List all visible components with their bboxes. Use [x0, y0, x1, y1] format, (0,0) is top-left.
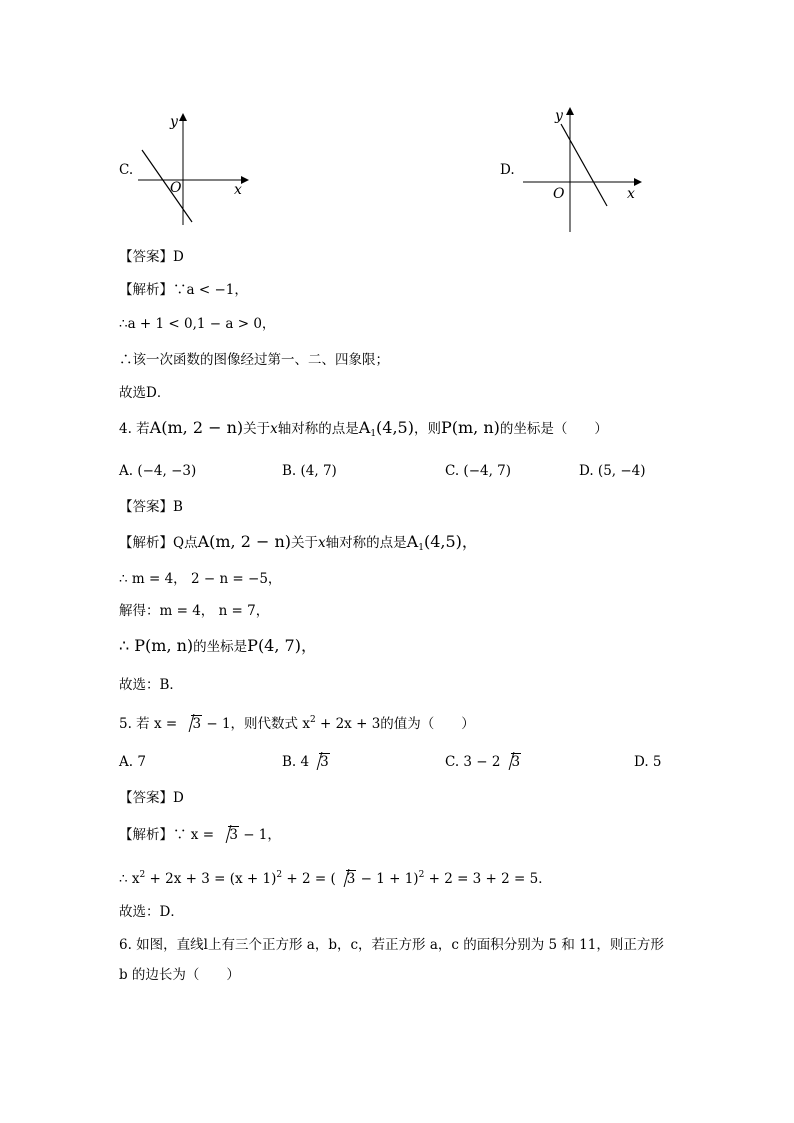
- q3-analysis-line1: [119, 281, 248, 299]
- q3-answer: 【答案】D: [119, 249, 184, 265]
- q4-stem-e: 轴对称的点是: [277, 421, 359, 437]
- q4-analysis-line1: [119, 533, 478, 557]
- q4-stem: [119, 419, 608, 443]
- q5-l2-c: + 2 = (: [282, 871, 336, 887]
- q4-option-b: B. (4, 7): [282, 463, 337, 479]
- q4-analysis-line3: 解得：m = 4， n = 7，: [119, 603, 270, 619]
- figure-c-x-label: x: [234, 182, 242, 198]
- figure-c-label: C.: [119, 162, 134, 178]
- q4-stem-g: (4,5): [376, 418, 414, 437]
- figure-d-graph: [515, 104, 645, 234]
- q4-l1-f-sub: 1: [418, 543, 424, 553]
- q4-analysis-line5: 故选：B．: [119, 677, 183, 693]
- q5-answer: 【答案】D: [119, 790, 184, 806]
- q5-l2-b: + 2x + 3 = (x + 1): [145, 871, 277, 887]
- q5-l1-a: 【解析】∵ x =: [119, 827, 219, 843]
- q5-l1-b: − 1，: [238, 827, 281, 843]
- q5-stem-b: − 1，则代数式 x: [202, 716, 310, 732]
- q5-l2-e: + 2 = 3 + 2 = 5．: [424, 871, 552, 887]
- q4-stem-f: A: [358, 418, 371, 437]
- q5-opt-c-root: 3: [501, 753, 522, 771]
- q5-opt-b-pre: B. 4: [282, 754, 310, 770]
- q4-l4-c: P(4, 7)，: [247, 636, 317, 655]
- q4-analysis-line4: [119, 637, 317, 656]
- figure-d-label: D.: [500, 162, 515, 178]
- q5-l2-d: − 1 + 1): [356, 871, 419, 887]
- q5-l2-sup3: 2: [418, 870, 425, 880]
- q4-l1-b: A(m, 2 − n): [197, 532, 292, 551]
- q4-answer: 【答案】B: [119, 499, 183, 515]
- q3-analysis-tag: 【解析】: [119, 282, 173, 298]
- q5-option-c: [445, 753, 521, 771]
- q4-l1-c: 关于: [291, 535, 319, 551]
- q5-stem-c: + 2x + 3的值为（ ）: [315, 716, 475, 732]
- q4-l1-d: x: [318, 535, 326, 551]
- figure-d-svg: [515, 104, 645, 234]
- q4-stem-a: 4. 若: [119, 421, 150, 437]
- q4-l1-a: 【解析】Q点: [119, 535, 198, 551]
- q4-stem-i: P(m, n): [440, 418, 500, 437]
- figure-d-line: [561, 124, 607, 206]
- figure-c-svg: [130, 110, 260, 230]
- q4-l1-e: 轴对称的点是: [325, 535, 407, 551]
- figure-c-line: [142, 150, 192, 222]
- q5-analysis-line3: 故选：D．: [119, 904, 184, 920]
- q4-stem-f-sub: 1: [370, 429, 377, 439]
- q5-opt-b-root: 3: [309, 753, 330, 771]
- figure-d-origin-label: O: [553, 186, 565, 202]
- q4-l1-f: A: [406, 532, 419, 551]
- q4-stem-d: x: [270, 421, 278, 437]
- q5-l2-a: ∴ x: [119, 871, 140, 887]
- q5-l2-sup2: 2: [276, 870, 283, 880]
- q5-analysis-line2: [119, 866, 552, 888]
- figure-c-graph: [130, 110, 260, 230]
- q5-stem-sup: 2: [309, 715, 316, 725]
- q3-analysis-line4: 故选D．: [119, 385, 171, 401]
- q5-stem-root: 3: [181, 715, 202, 733]
- q5-stem: [119, 711, 475, 733]
- q4-option-d: D. (5, −4): [579, 463, 646, 479]
- q5-analysis-line1: [119, 826, 281, 844]
- q6-stem-line1: 6. 如图，直线l上有三个正方形 a，b，c，若正方形 a，c 的面积分别为 5 和 11，则正方形: [119, 937, 664, 953]
- q4-l1-g: (4,5)，: [423, 532, 478, 551]
- q4-stem-j: 的坐标是（ ）: [499, 421, 608, 437]
- q4-stem-c: 关于: [243, 421, 271, 437]
- q4-l4-b: 的坐标是: [193, 639, 248, 655]
- q4-stem-h: ，则: [413, 421, 441, 437]
- q4-l4-a: ∴ P(m, n): [119, 636, 194, 655]
- q4-option-c: C. (−4, 7): [445, 463, 512, 479]
- q6-stem-line2: b 的边长为（ ）: [119, 967, 240, 983]
- q3-analysis-line3: ∴该一次函数的图像经过第一、二、四象限；: [119, 352, 389, 368]
- figure-d-x-label: x: [627, 186, 635, 202]
- q5-l1-root: 3: [218, 826, 239, 844]
- q5-option-d: D. 5: [634, 754, 662, 770]
- q5-l2-sup1: 2: [139, 870, 146, 880]
- q5-option-b: [282, 753, 330, 771]
- q3-analysis-text1: ∵a < −1，: [173, 282, 248, 298]
- q4-option-a: A. (−4, −3): [119, 463, 197, 479]
- figure-c-y-label: y: [170, 114, 178, 130]
- q5-opt-c-pre: C. 3 − 2: [445, 754, 501, 770]
- q5-option-a: A. 7: [119, 754, 146, 770]
- figure-d-y-label: y: [555, 108, 563, 124]
- q4-analysis-line2: ∴ m = 4， 2 − n = −5，: [119, 571, 282, 587]
- figure-c-origin-label: O: [170, 180, 182, 196]
- q4-stem-b: A(m, 2 − n): [149, 418, 244, 437]
- q5-l2-root: 3: [336, 870, 357, 888]
- q3-analysis-line2: ∴a + 1 < 0,1 − a > 0，: [119, 316, 276, 332]
- q5-stem-a: 5. 若 x =: [119, 716, 182, 732]
